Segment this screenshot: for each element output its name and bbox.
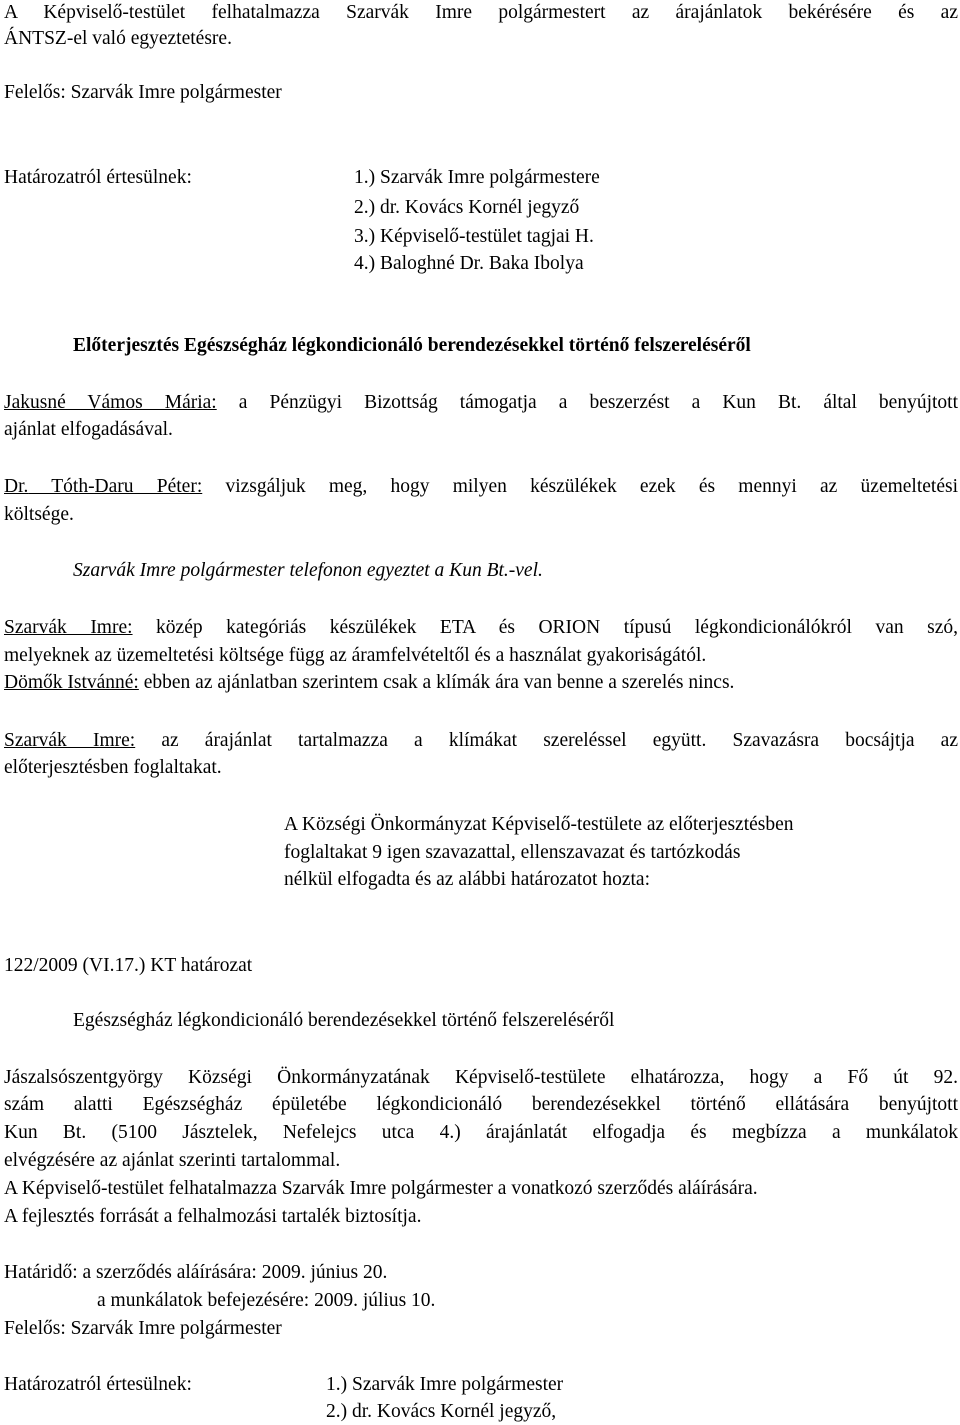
resolution-title: Egészségház légkondicionáló berendezésekkel történő felszereléséről — [73, 1010, 615, 1031]
jakusne-line-2: ajánlat elfogadásával. — [4, 419, 173, 440]
agenda-title: Előterjesztés Egészségház légkondicionáló berendezésekkel történő felszereléséről — [73, 335, 751, 356]
szarvak2-line-2: előterjesztésben foglaltakat. — [4, 757, 222, 778]
notify-item: 2.) dr. Kovács Kornél jegyző — [354, 197, 580, 218]
resolution-body-6: A fejlesztés forrását a felhalmozási tartalék biztosítja. — [4, 1206, 422, 1227]
resolution-number: 122/2009 (VI.17.) KT határozat — [4, 955, 253, 976]
szarvak1-line-2: melyeknek az üzemeltetési költsége függ az áramfelvételtől és a használat gyakoriságától. — [4, 645, 707, 666]
notify-item: 1.) Szarvák Imre polgármestere — [354, 167, 600, 188]
speaker-name: Dr. Tóth-Daru Péter: — [4, 476, 203, 497]
toth-line-2: költsége. — [4, 504, 74, 525]
speaker-name: Szarvák Imre: — [4, 730, 136, 751]
resolution-body-3: Kun Bt. (5100 Jásztelek, Nefelejcs utca 4.) árajánlatát elfogadja és megbízza a munkálatok — [4, 1122, 958, 1143]
resolution-body-5: A Képviselő-testület felhatalmazza Szarvák Imre polgármester a vonatkozó szerződés aláírására. — [4, 1178, 758, 1199]
notify-item: 3.) Képviselő-testület tagjai H. — [354, 226, 594, 247]
vote-line-2: foglaltakat 9 igen szavazattal, ellenszavazat és tartózkodás — [284, 842, 741, 863]
notify-label-1: Határozatról értesülnek: — [4, 167, 192, 188]
responsible-1: Felelős: Szarvák Imre polgármester — [4, 82, 282, 103]
responsible-2: Felelős: Szarvák Imre polgármester — [4, 1318, 282, 1339]
resolution-body-1: Jászalsószentgyörgy Községi Önkormányzatának Képviselő-testülete elhatározza, hogy a Fő út 92. — [4, 1067, 958, 1088]
szarvak1-line-1: Szarvák Imre: közép kategóriás készülékek ETA és ORION típusú légkondicionálókról van szó, — [4, 617, 958, 638]
speaker-name: Jakusné Vámos Mária: — [4, 392, 217, 413]
speaker-name: Szarvák Imre: — [4, 617, 133, 638]
notify-item: 4.) Baloghné Dr. Baka Ibolya — [354, 253, 584, 274]
intro-line-1: A Képviselő-testület felhatalmazza Szarvák Imre polgármestert az árajánlatok bekérésére és az — [4, 2, 958, 23]
intro-line-2: ÁNTSZ-el való egyeztetésre. — [4, 28, 232, 49]
domok-line-1: Dömők Istvánné: ebben az ajánlatban szerintem csak a klímák ára van benne a szerelés nincs. — [4, 672, 735, 693]
notify-item: 1.) Szarvák Imre polgármester — [326, 1374, 564, 1395]
jakusne-line-1: Jakusné Vámos Mária: a Pénzügyi Bizottság támogatja a beszerzést a Kun Bt. által benyújtott — [4, 392, 959, 413]
resolution-body-2: szám alatti Egészségház épületébe légkondicionáló berendezésekkel történő ellátására benyújtott — [4, 1094, 958, 1115]
phone-note: Szarvák Imre polgármester telefonon egyeztet a Kun Bt.-vel. — [73, 560, 543, 581]
notify-label-2: Határozatról értesülnek: — [4, 1374, 192, 1395]
notify-item: 2.) dr. Kovács Kornél jegyző, — [326, 1401, 557, 1422]
deadline-1: Határidő: a szerződés aláírására: 2009. június 20. — [4, 1262, 388, 1283]
szarvak2-line-1: Szarvák Imre: az árajánlat tartalmazza a klímákat szereléssel együtt. Szavazásra bocsájtja az — [4, 730, 958, 751]
speaker-name: Dömők Istvánné: — [4, 672, 139, 693]
deadline-2: a munkálatok befejezésére: 2009. július 10. — [97, 1290, 436, 1311]
toth-line-1: Dr. Tóth-Daru Péter: vizsgáljuk meg, hogy milyen készülékek ezek és mennyi az üzemeltetési — [4, 476, 958, 497]
vote-line-3: nélkül elfogadta és az alábbi határozatot hozta: — [284, 869, 650, 890]
resolution-body-4: elvégzésére az ajánlat szerinti tartalommal. — [4, 1150, 341, 1171]
vote-line-1: A Községi Önkormányzat Képviselő-testülete az előterjesztésben — [284, 814, 794, 835]
